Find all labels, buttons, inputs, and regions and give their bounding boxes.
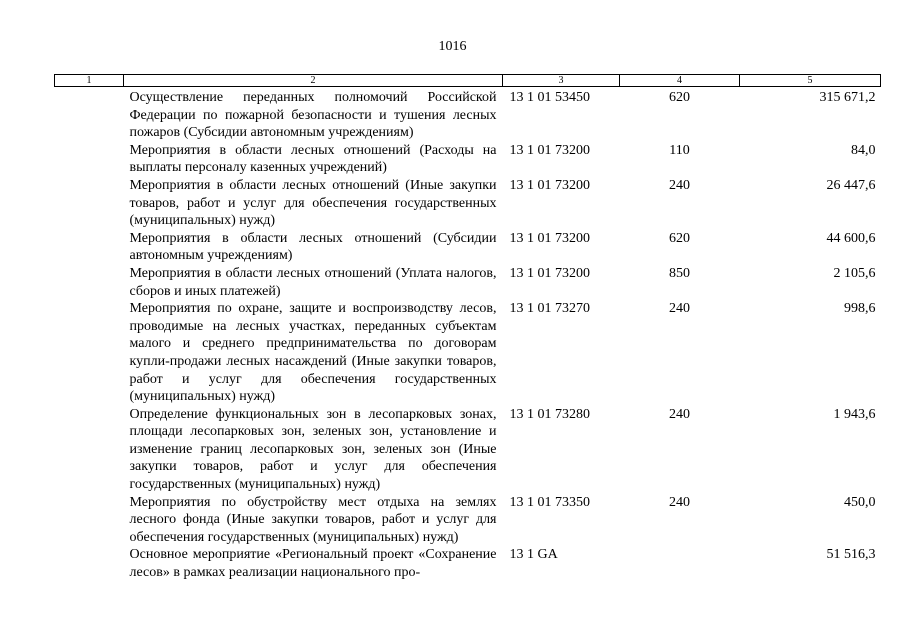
- row-number-cell: [55, 546, 124, 581]
- column-header-1: 1: [55, 75, 124, 87]
- amount-cell: 450,0: [844, 494, 876, 510]
- expense-type-code: 240: [669, 301, 690, 317]
- target-article-code: 13 1 GA: [509, 547, 558, 563]
- description-cell: Мероприятия по обустройству мест отдыха на землях лесного фонда (Иные закупки товаров, работ и услуг для обеспечения государственных (муниципальных) нужд): [129, 494, 497, 545]
- table-row: [55, 406, 881, 494]
- target-article-code: 13 1 01 73200: [509, 265, 590, 281]
- page-number: 1016: [438, 39, 467, 54]
- description-cell: Основное мероприятие «Региональный проект «Сохранение лесов» в рамках реализации национального про-: [129, 547, 497, 581]
- row-number-cell: [55, 406, 124, 494]
- expense-type-code: [620, 546, 740, 581]
- target-article-code: 13 1 01 73270: [509, 301, 590, 317]
- column-header-4: 4: [620, 75, 740, 87]
- amount-cell: 51 516,3: [826, 547, 876, 563]
- expense-type-code: 110: [669, 142, 690, 158]
- row-number-cell: [55, 494, 124, 547]
- target-article-code: 13 1 01 73200: [509, 142, 590, 158]
- table-header: [55, 75, 881, 87]
- column-header-3: 3: [503, 75, 620, 87]
- table-row: [55, 300, 881, 406]
- table-row: [55, 265, 881, 300]
- table-body: [55, 87, 881, 582]
- description-cell: Мероприятия в области лесных отношений (Уплата налогов, сборов и иных платежей): [129, 265, 497, 299]
- description-cell: Осуществление переданных полномочий Российской Федерации по пожарной безопасности и тушения лесных пожаров (Субсидии автономным учреждениям): [129, 90, 497, 141]
- column-header-2: 2: [124, 75, 503, 87]
- header-row: [55, 75, 881, 87]
- expense-type-code: 240: [669, 494, 690, 510]
- target-article-code: 13 1 01 53450: [509, 90, 590, 105]
- expense-type-code: 850: [669, 265, 690, 281]
- amount-cell: 26 447,6: [826, 177, 876, 193]
- table-row: [55, 177, 881, 230]
- amount-cell: 44 600,6: [826, 230, 876, 246]
- description-cell: Мероприятия в области лесных отношений (Субсидии автономным учреждениям): [129, 230, 497, 264]
- table-row: [55, 494, 881, 547]
- column-header-5: 5: [740, 75, 881, 87]
- row-number-cell: [55, 177, 124, 230]
- expense-type-code: 240: [669, 177, 690, 193]
- target-article-code: 13 1 01 73200: [509, 177, 590, 193]
- description-cell: Мероприятия в области лесных отношений (Иные закупки товаров, работ и услуг для обеспечения государственных (муниципальных) нужд): [129, 177, 497, 229]
- description-cell: Определение функциональных зон в лесопарковых зонах, площади лесопарковых зон, зеленых зон, установление и изменение границ лесопарковых зон, зеленых зон (Иные закупки товаров, работ и услуг для обеспечения государственных (муниципальных) нужд): [129, 406, 497, 493]
- row-number-cell: [55, 230, 124, 265]
- target-article-code: 13 1 01 73200: [509, 230, 590, 246]
- amount-cell: 2 105,6: [833, 265, 876, 281]
- table-row: [55, 142, 881, 177]
- amount-cell: 315 671,2: [819, 90, 876, 105]
- description-cell: Мероприятия по охране, защите и воспроизводству лесов, проводимые на лесных участках, переданных субъектам малого и среднего предпринимательства по договорам купли-продажи лесных насаждений (Иные закупки товаров, работ и услуг для обеспечения государственных (муниципальных) нужд): [129, 301, 497, 405]
- table-row: [55, 87, 881, 142]
- expense-type-code: 240: [669, 406, 690, 422]
- table-row: [55, 546, 881, 581]
- expense-type-code: 620: [669, 230, 690, 246]
- budget-table: [54, 74, 881, 582]
- target-article-code: 13 1 01 73350: [509, 494, 590, 510]
- row-number-cell: [55, 265, 124, 300]
- table-row: [55, 230, 881, 265]
- expense-type-code: 620: [669, 90, 690, 105]
- row-number-cell: [55, 87, 124, 142]
- row-number-cell: [55, 300, 124, 406]
- amount-cell: 84,0: [851, 142, 876, 158]
- description-cell: Мероприятия в области лесных отношений (Расходы на выплаты персоналу казенных учреждений): [129, 142, 497, 176]
- row-number-cell: [55, 142, 124, 177]
- target-article-code: 13 1 01 73280: [509, 406, 590, 422]
- amount-cell: 1 943,6: [833, 406, 876, 422]
- amount-cell: 998,6: [844, 301, 876, 317]
